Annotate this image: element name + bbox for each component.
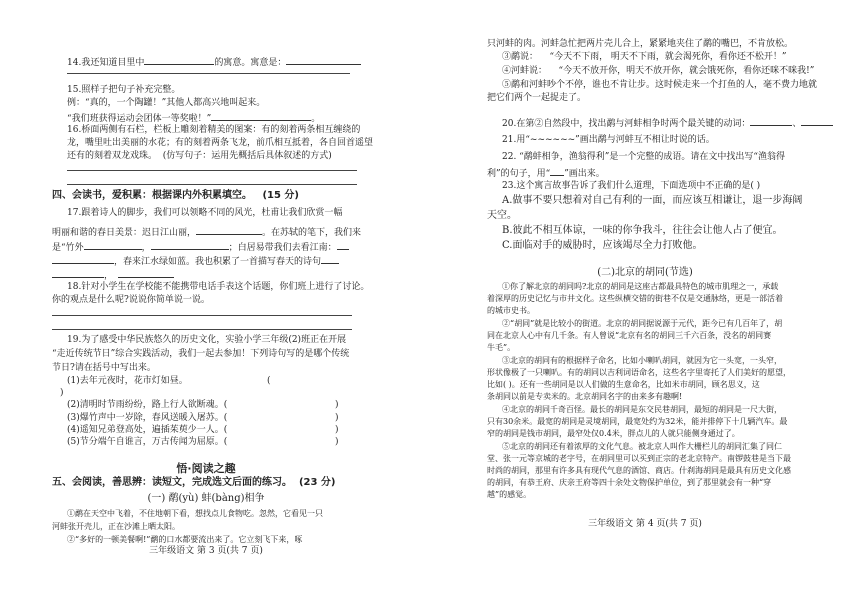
option-c: C.面临对手的威胁时，应该竭尽全力打败他。 — [502, 240, 703, 251]
festival-item-5: (5)节分端午自谁言，万古传闻为屈原。( ) — [67, 437, 339, 447]
question-22-line1: 22. “鹬蚌相争，渔翁得利”是一个完整的成语。请在文中找出写“渔翁得 — [502, 152, 785, 162]
passage-2-p5-l5: 越”的感觉。 — [487, 490, 532, 499]
question-17-line3: 是“竹外 ， ；白居易带我们去看江南： — [52, 241, 349, 253]
passage-2-title: (二)北京的胡同(节选) — [597, 267, 693, 278]
question-22-line2: 利”的句子，用“ ”画出来。 — [487, 169, 605, 179]
answer-line[interactable] — [52, 329, 352, 330]
question-15-sentence: “我们班获得运动会团体一等奖啦！” 。 — [67, 114, 321, 124]
question-18-line1: 18.针对小学生在学校能不能携带电话手表这个话题，你们班上进行了讨论。 — [67, 282, 370, 292]
answer-line[interactable] — [67, 73, 350, 74]
passage-2-p3-l3: 比如( )。还有一些胡同是以人们做的生意命名，比如米市胡同，顾名思义，这 — [487, 380, 760, 389]
answer-blank[interactable] — [196, 226, 262, 235]
passage-1-p5a: ⑤鹬和河蚌吵个不停，谁也不肯让步。这时候走来一个打鱼的人，毫不费力地就 — [502, 80, 818, 90]
answer-blank[interactable] — [550, 167, 564, 176]
passage-1-p4: ④河蚌说： “今天不放开你，明天不放开你，就会饿死你，看你还咪不咪我!” — [502, 66, 815, 76]
festival-item-4: (4)遥知兄弟登高处，遍插茱萸少一人。( ) — [67, 425, 339, 435]
answer-blank[interactable] — [321, 255, 339, 264]
answer-line[interactable] — [67, 184, 357, 185]
passage-2-p5-l2: 堂、张一元等京城的老字号，在胡同里可以买到正宗的老北京特产。南锣鼓巷是当下最 — [487, 454, 791, 463]
option-a-line2: 天空。 — [487, 210, 517, 221]
festival-item-3: (3)爆竹声中一岁除，春风送暖入屠苏。( ) — [67, 413, 339, 423]
question-17-line5: ， — [52, 269, 174, 281]
passage-1-continued: 只河蚌的肉。河蚌急忙把两片壳儿合上，紧紧地夹住了鹬的嘴巴，不肯放松。 — [487, 39, 794, 49]
passage-1-p1b: 河蚌张开壳儿，正在沙滩上晒太阳。 — [52, 522, 180, 531]
question-17-line4: ，春来江水绿如蓝。我也积累了一首描写春天的诗句 — [52, 255, 339, 267]
answer-blank[interactable] — [801, 117, 833, 126]
question-19-line1: 19.为了感受中华民族悠久的历史文化，实验小学三年级(2)班正在开展 — [67, 335, 347, 345]
section-5-heading: 五、会阅读，善思辨：读短文，完成选文后面的练习。 (23 分) — [52, 477, 336, 488]
answer-blank[interactable] — [151, 241, 229, 250]
passage-1-p3: ③鹬说： “今天不下雨， 明天不下雨，就会渴死你，看你还不松开！” — [502, 52, 787, 62]
question-16-line1: 16.桥面两侧有石栏，栏板上雕刻着精美的图案：有的刻着两条相互缠绕的 — [67, 125, 361, 135]
answer-blank[interactable] — [286, 56, 361, 65]
passage-2-p2-l3: 牛毛”。 — [487, 343, 516, 352]
right-page — [430, 0, 860, 608]
passage-2-p3-l2: 形状像极了一只喇叭。有的胡同以吉利词语命名，这些名字里寄托了人们美好的愿望， — [487, 368, 791, 377]
question-15-example: 例：“真的，一个陶罐！”其他人都高兴地叫起来。 — [67, 98, 266, 108]
question-21: 21.用“~~~~~~”画出鹬与河蚌互不相让时说的话。 — [502, 135, 715, 145]
question-23-title: 23.这个寓言故事告诉了我们什么道理，下面选项中不正确的是( ) — [502, 181, 761, 191]
option-b: B.彼此不相互体谅，一味的你争我斗，往往会让他人占了便宜。 — [502, 225, 783, 236]
question-14: 14.我还知道目里中 的寓意。寓意是： — [67, 56, 361, 68]
passage-2-p1-l3: 的城市史书。 — [487, 306, 535, 315]
passage-2-p5-l4: 的胡同，有恭王府、庆亲王府等四十余处文物保护单位，到了那里就会有一种“穿 — [487, 478, 772, 487]
page-footer-3: 三年级语文 第 3 页(共 7 页) — [149, 546, 263, 556]
festival-item-2: (2)清明时节雨纷纷，路上行人欲断魂。( ) — [67, 400, 339, 410]
passage-2-p4-l3: 窄的胡同是钱市胡同，最窄处仅0.4米，胖点儿的人就只能侧身通过了。 — [487, 429, 740, 438]
answer-blank[interactable] — [118, 269, 174, 278]
answer-line[interactable] — [52, 315, 352, 316]
question-15-title: 15.照样子把句子补充完整。 — [67, 85, 181, 95]
question-19-line2: “走近传统节日”综合实践活动，我们一起去参加！下列诗句写的是哪个传统 — [52, 349, 350, 359]
question-16-line3: 还有的刻着双龙戏珠。 (仿写句子：运用先概括后具体叙述的方式) — [67, 151, 332, 161]
option-a-line1: A.做事不要只想着对自己有利的一面，而应该互相谦让，退一步海阔 — [502, 195, 803, 206]
passage-1-p5b: 把它们两个一起捉走了。 — [487, 93, 587, 103]
question-18-line2: 你的观点是什么呢?说说你简单说一说。 — [52, 295, 210, 305]
passage-2-p1-l2: 着深厚的历史记忆与市井文化。这些纵横交错的街巷不仅是交通脉络，更是一部活着 — [487, 294, 783, 303]
question-20: 20.在第②自然段中，找出鹬与河蚌相争时两个最关键的动词： 、 — [502, 117, 833, 129]
question-17-line1: 17.跟着诗人的脚步，我们可以领略不同的风光，杜甫让我们欣赏一幅 — [67, 208, 343, 218]
answer-blank[interactable] — [750, 117, 792, 126]
festival-item-1: (1)去年元夜时，花市灯如昼。 ( — [67, 376, 271, 386]
passage-2-p4-l1: ④北京的胡同千奇百怪。最长的胡同是东交民巷胡同，最短的胡同是一尺大街， — [502, 405, 782, 414]
passage-2-p2-l1: ②“胡同”就是比较小的街道。北京的胡同据说源于元代，距今已有几百年了，胡 — [502, 319, 783, 328]
passage-2-p5-l1: ⑤北京的胡同还有着浓厚的文化气息。被北京人叫作大栅栏儿的胡同汇集了同仁 — [502, 442, 782, 451]
passage-2-p1-l1: ①你了解北京的胡同吗?北京的胡同是这座古都最具特色的城市肌理之一，承载 — [502, 282, 779, 291]
answer-blank[interactable] — [144, 56, 214, 65]
answer-blank[interactable] — [84, 241, 142, 250]
passage-2-p2-l2: 同在北京人心中有几千条。有人曾说“北京有名的胡同三千六百条，没名的胡同赛 — [487, 331, 772, 340]
passage-1-p2: ②“多好的一顿美餐啊!”鹬的口水都要流出来了。它立刻飞下来，啄 — [67, 535, 303, 544]
reading-section-title: 悟·阅读之趣 — [176, 462, 236, 475]
question-17-line2: 明丽和谐的春日美景：迟日江山丽， 。在苏轼的笔下，我们来 — [52, 228, 362, 238]
answer-blank[interactable] — [52, 255, 114, 264]
passage-1-p1a: ①鹬在天空中飞着，不住地朝下看，想找点儿食物吃。忽然，它看见一只 — [67, 509, 323, 518]
answer-blank[interactable] — [52, 269, 104, 278]
page-footer-4: 三年级语文 第 4 页(共 7 页) — [588, 519, 702, 529]
passage-2-p4-l2: 只有30余米。最宽的胡同是灵境胡同，最宽处约为32米，能并排停下十几辆汽车。最 — [487, 417, 788, 426]
section-4-heading: 四、会读书，爱积累：根据课内外积累填空。 (15 分) — [52, 190, 299, 201]
passage-2-p3-l4: 条胡同以前是专卖米的。北京胡同名字的由来多有趣啊! — [487, 392, 683, 401]
passage-2-p3-l1: ③北京的胡同有的根据样子命名，比如小喇叭胡同，就因为它一头宽，一头窄， — [502, 356, 782, 365]
passage-1-title: (一) 鹬(yù) 蚌(bàng)相争 — [147, 493, 265, 504]
festival-item-1-close: ) — [60, 388, 64, 398]
question-19-line3: 节日?请在括号中写出来。 — [52, 363, 156, 373]
question-16-line2: 龙，嘴里吐出美丽的水花；有的刻着两条飞龙，前爪相互抵着，各自回首遥望 — [67, 138, 374, 148]
answer-blank[interactable] — [211, 112, 311, 121]
passage-2-p5-l3: 时尚的胡同，那里有许多具有现代气息的酒馆、商店。什刹海胡同是最具有历史文化感 — [487, 466, 791, 475]
answer-line[interactable] — [67, 170, 357, 171]
answer-blank[interactable] — [337, 241, 349, 250]
